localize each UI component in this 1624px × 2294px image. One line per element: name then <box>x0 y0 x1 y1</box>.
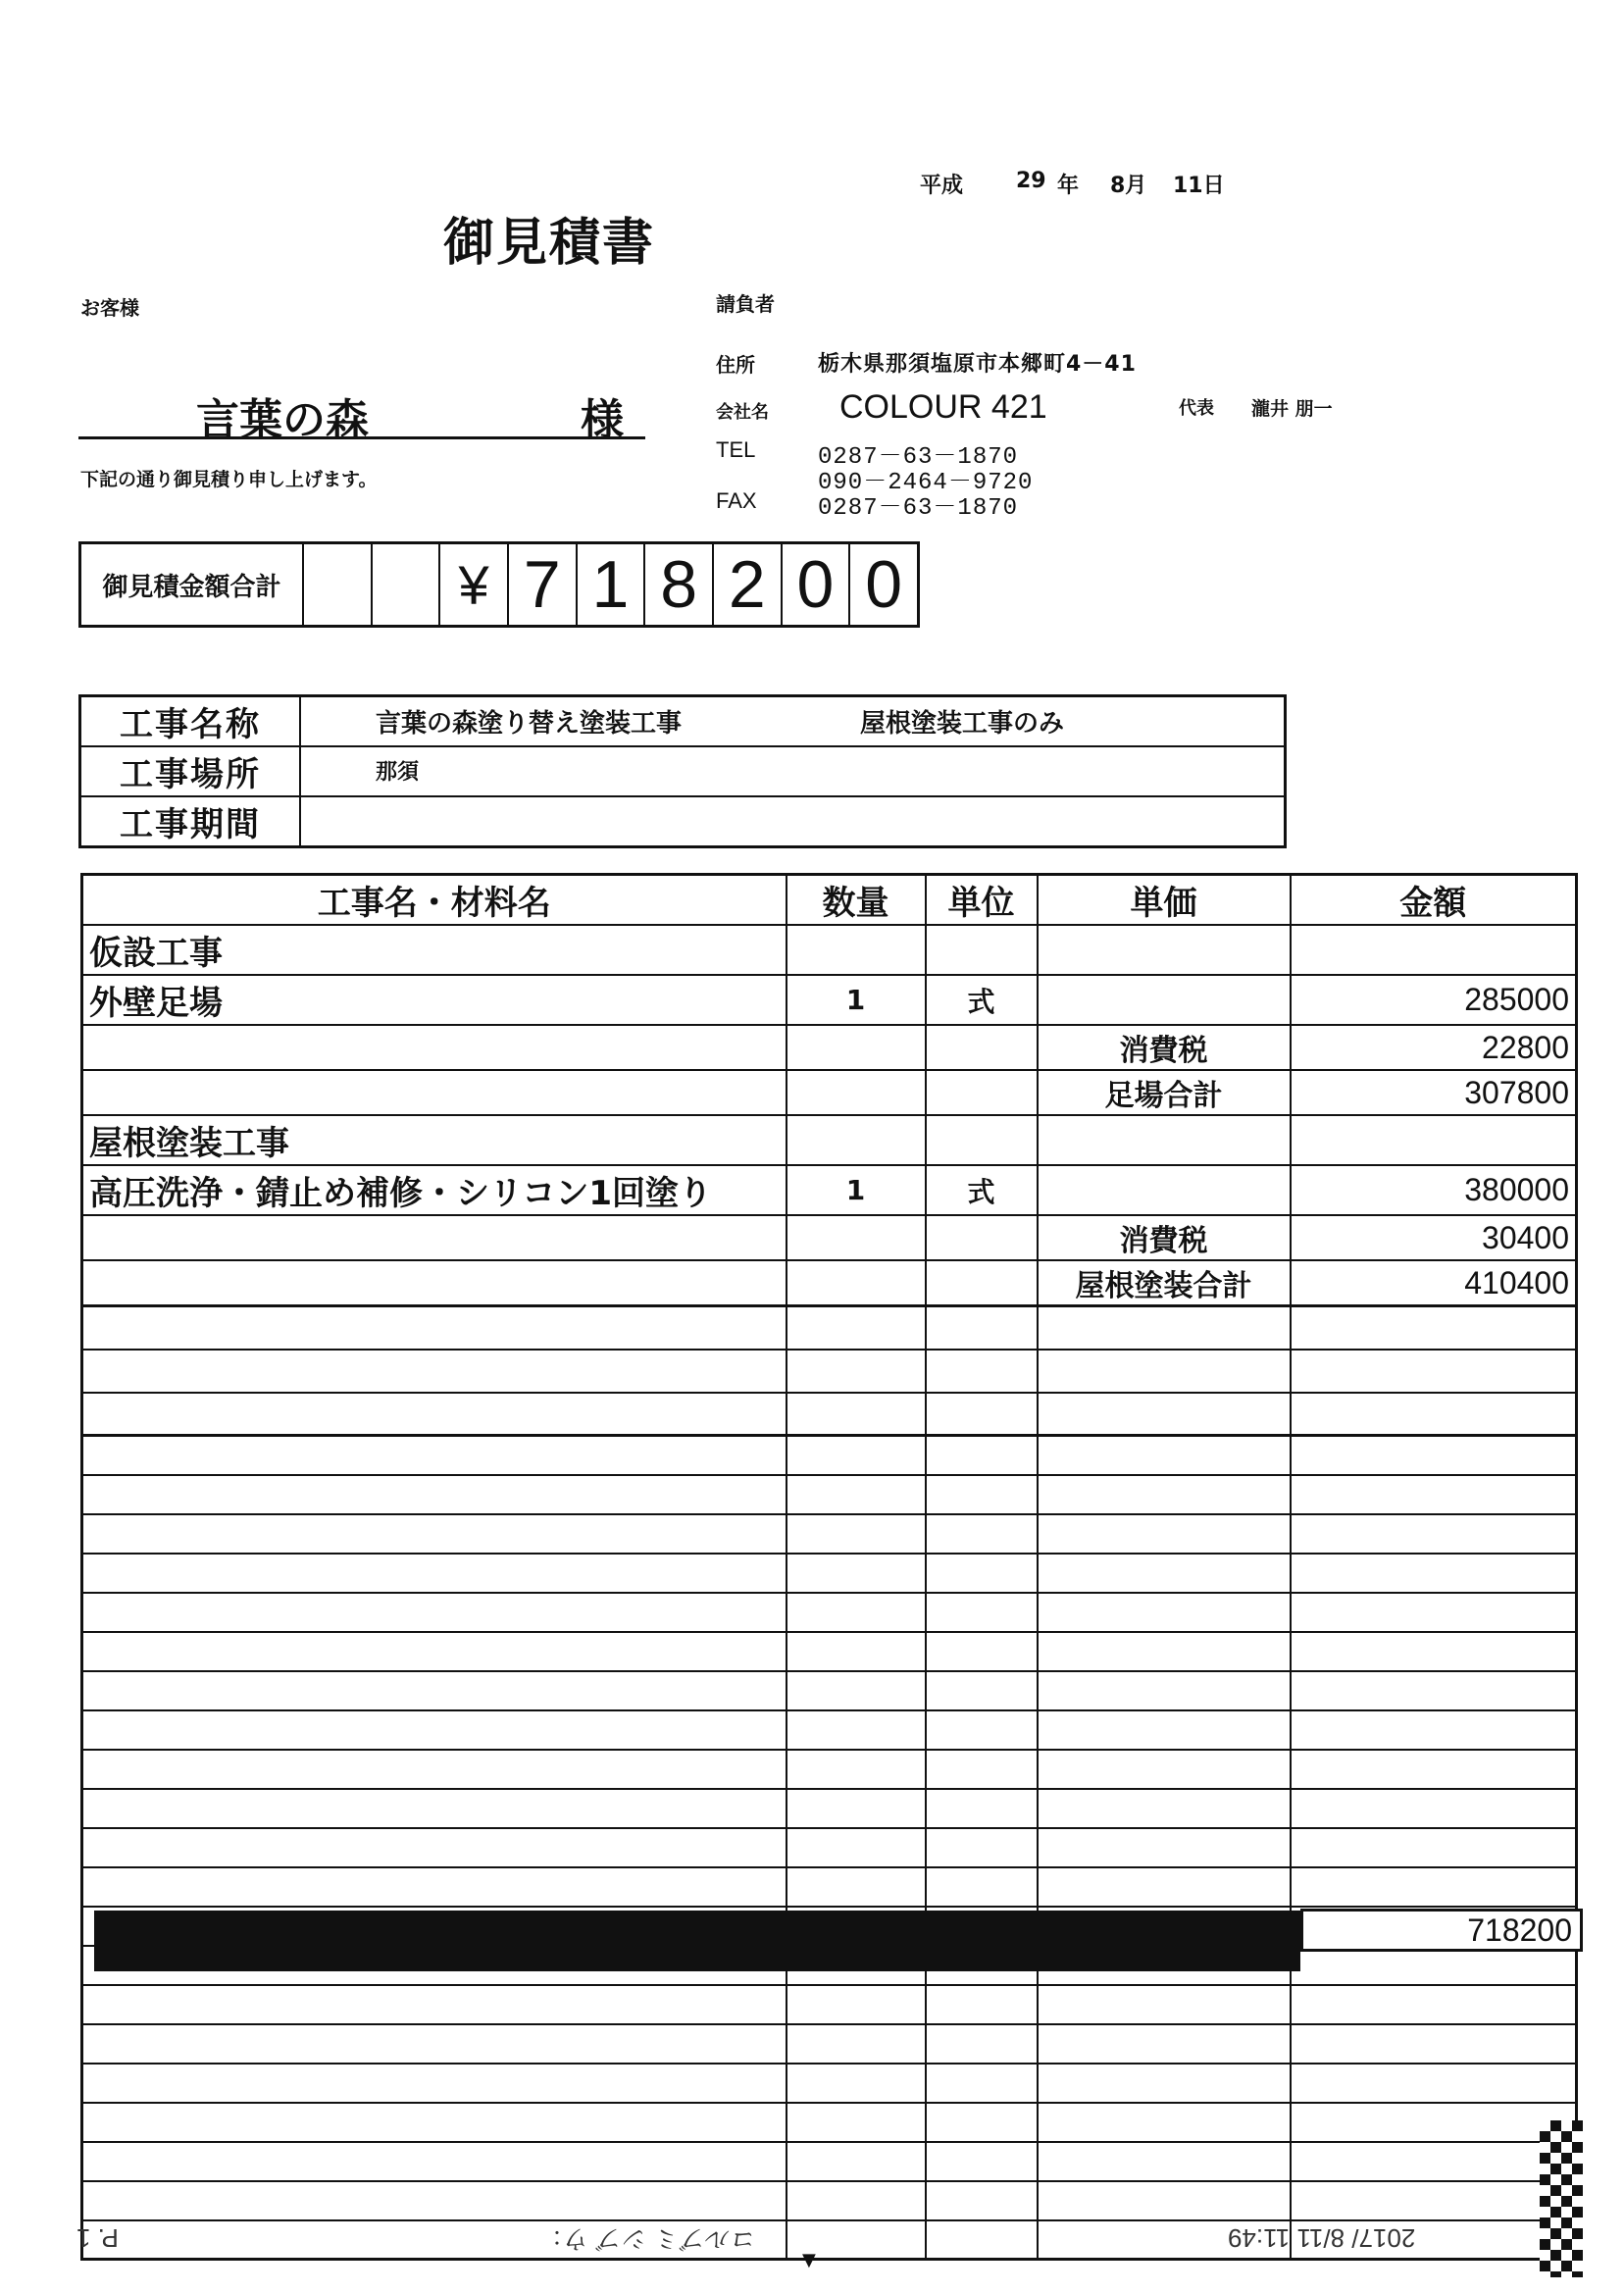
empty-cell <box>82 2024 787 2064</box>
empty-cell <box>82 1867 787 1907</box>
empty-cell <box>926 1436 1038 1475</box>
empty-cell <box>1038 1436 1291 1475</box>
empty-cell <box>1291 1632 1577 1671</box>
tel-value: 0287－63－1870 <box>818 444 1019 471</box>
project-name-cell <box>300 696 1286 747</box>
empty-cell <box>1038 2024 1291 2064</box>
date-month: 8月 <box>1110 174 1147 198</box>
representative-name: 瀧井 朋一 <box>1251 398 1333 420</box>
empty-cell <box>1038 1710 1291 1750</box>
empty-cell <box>787 1436 926 1475</box>
item-name <box>82 1215 787 1260</box>
blank-row <box>82 1750 1577 1789</box>
empty-cell <box>926 1554 1038 1593</box>
empty-cell <box>1038 1350 1291 1393</box>
empty-cell <box>1038 1306 1291 1350</box>
empty-cell <box>1038 925 1291 975</box>
empty-cell <box>1291 1828 1577 1867</box>
empty-cell <box>787 2064 926 2103</box>
project-name-value: 言葉の森塗り替え塗装工事 <box>376 709 683 739</box>
table-row <box>82 1070 1577 1115</box>
item-qty <box>787 1260 926 1306</box>
project-name-note: 屋根塗装工事のみ <box>860 709 1065 739</box>
empty-cell <box>1038 2142 1291 2181</box>
empty-cell <box>82 1750 787 1789</box>
table-row <box>82 1165 1577 1215</box>
fax-sender: コルブミ シブ ウ： <box>537 2224 756 2254</box>
empty-cell <box>82 2181 787 2220</box>
item-qty <box>787 1025 926 1070</box>
project-period-row <box>80 796 1286 847</box>
empty-cell <box>926 1985 1038 2024</box>
total-digit: 0 <box>865 547 903 622</box>
empty-cell <box>1038 1593 1291 1632</box>
section-title-row <box>82 1115 1577 1165</box>
empty-cell <box>787 2024 926 2064</box>
empty-cell <box>787 1789 926 1828</box>
item-price <box>1038 1165 1291 1215</box>
item-name <box>82 1070 787 1115</box>
grand-total: 718200 <box>1300 1909 1583 1952</box>
blank-row <box>82 2024 1577 2064</box>
empty-cell <box>787 2103 926 2142</box>
empty-cell <box>1291 925 1577 975</box>
empty-cell <box>926 1475 1038 1514</box>
customer-honorific: 様 <box>581 395 624 445</box>
customer-underline <box>78 436 645 439</box>
empty-cell <box>1291 1514 1577 1554</box>
estimate-total-box <box>78 541 920 628</box>
empty-cell <box>82 1593 787 1632</box>
item-price: 足場合計 <box>1038 1070 1291 1115</box>
total-digit <box>304 544 373 625</box>
blank-row <box>82 1632 1577 1671</box>
mobile-value: 090－2464－9720 <box>818 470 1034 496</box>
section-title: 屋根塗装工事 <box>82 1115 787 1165</box>
blank-row <box>82 2064 1577 2103</box>
empty-cell <box>82 1393 787 1436</box>
company-label: 会社名 <box>716 402 769 423</box>
empty-cell <box>1291 1867 1577 1907</box>
total-digit <box>373 544 441 625</box>
empty-cell <box>926 925 1038 975</box>
company-name: COLOUR 421 <box>839 388 1047 426</box>
item-amount: 380000 <box>1291 1165 1577 1215</box>
blank-row <box>82 1828 1577 1867</box>
blank-row <box>82 1514 1577 1554</box>
item-unit <box>926 1025 1038 1070</box>
empty-cell <box>1291 1789 1577 1828</box>
empty-cell <box>1038 1115 1291 1165</box>
empty-cell <box>82 1632 787 1671</box>
fax-label: FAX <box>716 488 757 513</box>
project-place-label: 工事場所 <box>80 746 301 796</box>
blank-row <box>82 1306 1577 1350</box>
empty-cell <box>787 1671 926 1710</box>
empty-cell <box>926 2220 1038 2260</box>
empty-cell <box>1291 2024 1577 2064</box>
total-digit: 0 <box>783 544 851 625</box>
empty-cell <box>787 1985 926 2024</box>
empty-cell <box>82 1985 787 2024</box>
blank-rows <box>82 1306 1577 2260</box>
customer-label: お客様 <box>80 296 139 320</box>
empty-cell <box>787 1710 926 1750</box>
empty-cell <box>82 1554 787 1593</box>
item-amount: 30400 <box>1291 1215 1577 1260</box>
empty-cell <box>1291 1350 1577 1393</box>
item-unit <box>926 1215 1038 1260</box>
header-item-name: 工事名・材料名 <box>82 875 787 926</box>
empty-cell <box>1291 2142 1577 2181</box>
date-era: 平成 <box>920 174 964 198</box>
item-name <box>82 1025 787 1070</box>
project-period-label: 工事期間 <box>80 796 301 847</box>
fax-value: 0287－63－1870 <box>818 495 1019 522</box>
empty-cell <box>926 2103 1038 2142</box>
empty-cell <box>926 2142 1038 2181</box>
empty-cell <box>787 1554 926 1593</box>
empty-cell <box>1291 1671 1577 1710</box>
empty-cell <box>1291 1393 1577 1436</box>
bottom-bar <box>94 1911 1300 1971</box>
empty-cell <box>82 1350 787 1393</box>
empty-cell <box>787 2181 926 2220</box>
empty-cell <box>926 1593 1038 1632</box>
empty-cell <box>926 1710 1038 1750</box>
item-amount: 410400 <box>1291 1260 1577 1306</box>
blank-row <box>82 1985 1577 2024</box>
item-qty: 1 <box>787 975 926 1025</box>
empty-cell <box>787 1828 926 1867</box>
blank-row <box>82 1350 1577 1393</box>
item-unit <box>926 1070 1038 1115</box>
blank-row <box>82 1393 1577 1436</box>
section-title: 仮設工事 <box>82 925 787 975</box>
item-amount: 22800 <box>1291 1025 1577 1070</box>
project-place-cell <box>300 746 1286 796</box>
empty-cell <box>787 1632 926 1671</box>
fax-page-number: P. 1 <box>76 2223 119 2253</box>
down-arrow-icon: ▼ <box>802 2250 816 2270</box>
empty-cell <box>1038 1514 1291 1554</box>
header-amount: 金額 <box>1291 875 1577 926</box>
project-info-table <box>78 694 1287 848</box>
empty-cell <box>1291 2103 1577 2142</box>
empty-cell <box>1291 1554 1577 1593</box>
empty-cell <box>926 1867 1038 1907</box>
document-title: 御見積書 <box>443 214 656 273</box>
empty-cell <box>1291 2064 1577 2103</box>
empty-cell <box>1038 2064 1291 2103</box>
empty-cell <box>1291 1710 1577 1750</box>
blank-row <box>82 1789 1577 1828</box>
empty-cell <box>1038 1475 1291 1514</box>
empty-cell <box>787 1393 926 1436</box>
section-title-row <box>82 925 1577 975</box>
empty-cell <box>926 2024 1038 2064</box>
empty-cell <box>82 1710 787 1750</box>
estimate-items-table <box>80 873 1578 2261</box>
empty-cell <box>82 1306 787 1350</box>
blank-row <box>82 1475 1577 1514</box>
blank-row <box>82 1554 1577 1593</box>
project-place-value: 那須 <box>376 760 420 785</box>
empty-cell <box>1038 1789 1291 1828</box>
contractor-label: 請負者 <box>716 292 775 316</box>
representative-label: 代表 <box>1179 398 1214 419</box>
blank-row <box>82 1671 1577 1710</box>
item-name: 高圧洗浄・錆止め補修・シリコン1回塗り <box>82 1165 787 1215</box>
empty-cell <box>82 1436 787 1475</box>
empty-cell <box>926 1632 1038 1671</box>
empty-cell <box>1038 1393 1291 1436</box>
empty-cell <box>1291 1115 1577 1165</box>
blank-row <box>82 2142 1577 2181</box>
estimate-total-label: 御見積金額合計 <box>81 544 304 625</box>
fax-checker-mark <box>1540 2120 1583 2277</box>
empty-cell <box>82 2064 787 2103</box>
empty-cell <box>926 1789 1038 1828</box>
item-amount: 307800 <box>1291 1070 1577 1115</box>
empty-cell <box>926 2064 1038 2103</box>
empty-cell <box>787 1475 926 1514</box>
empty-cell <box>926 1750 1038 1789</box>
empty-cell <box>1038 1554 1291 1593</box>
empty-cell <box>787 925 926 975</box>
empty-cell <box>787 1350 926 1393</box>
item-unit <box>926 1260 1038 1306</box>
table-row <box>82 1260 1577 1306</box>
empty-cell <box>1291 1750 1577 1789</box>
table-header-row <box>82 875 1577 926</box>
item-unit: 式 <box>926 975 1038 1025</box>
project-name-label: 工事名称 <box>80 696 301 747</box>
empty-cell <box>926 1671 1038 1710</box>
empty-cell <box>926 1350 1038 1393</box>
empty-cell <box>926 2181 1038 2220</box>
empty-cell <box>1038 2181 1291 2220</box>
header-unit-price: 単価 <box>1038 875 1291 926</box>
tel-label: TEL <box>716 437 756 462</box>
empty-cell <box>82 2103 787 2142</box>
table-row <box>82 1025 1577 1070</box>
empty-cell <box>926 1115 1038 1165</box>
empty-cell <box>82 2142 787 2181</box>
empty-cell <box>1291 1985 1577 2024</box>
empty-cell <box>82 1828 787 1867</box>
blank-row <box>82 1710 1577 1750</box>
blank-row <box>82 2103 1577 2142</box>
item-price <box>1038 975 1291 1025</box>
empty-cell <box>787 1306 926 1350</box>
item-unit: 式 <box>926 1165 1038 1215</box>
project-period-value <box>300 796 1286 847</box>
address-value: 栃木県那須塩原市本郷町4－41 <box>818 352 1137 377</box>
item-name: 外壁足場 <box>82 975 787 1025</box>
empty-cell <box>82 1475 787 1514</box>
empty-cell <box>1038 1750 1291 1789</box>
blank-row <box>82 2181 1577 2220</box>
total-currency: ¥ <box>440 544 509 625</box>
date-year: 29 <box>1016 169 1046 193</box>
total-digit: 2 <box>714 544 783 625</box>
fax-timestamp: 2017/ 8/11 11:49 <box>1228 2223 1416 2253</box>
empty-cell <box>787 1115 926 1165</box>
empty-cell <box>1291 1593 1577 1632</box>
item-name <box>82 1260 787 1306</box>
empty-cell <box>1291 2181 1577 2220</box>
date-day: 11日 <box>1173 174 1225 198</box>
item-amount: 285000 <box>1291 975 1577 1025</box>
empty-cell <box>1038 1828 1291 1867</box>
item-qty <box>787 1070 926 1115</box>
empty-cell <box>926 1306 1038 1350</box>
total-digit: 8 <box>645 544 714 625</box>
empty-cell <box>1291 1436 1577 1475</box>
header-quantity: 数量 <box>787 875 926 926</box>
item-price: 屋根塗装合計 <box>1038 1260 1291 1306</box>
item-price: 消費税 <box>1038 1215 1291 1260</box>
empty-cell <box>1038 1985 1291 2024</box>
project-name-row <box>80 696 1286 747</box>
blank-row <box>82 1867 1577 1907</box>
empty-cell <box>82 1789 787 1828</box>
item-price: 消費税 <box>1038 1025 1291 1070</box>
table-row <box>82 975 1577 1025</box>
empty-cell <box>926 1514 1038 1554</box>
empty-cell <box>926 1828 1038 1867</box>
empty-cell <box>82 1514 787 1554</box>
empty-cell <box>787 1867 926 1907</box>
blank-row <box>82 1436 1577 1475</box>
empty-cell <box>787 1593 926 1632</box>
empty-cell <box>1038 1632 1291 1671</box>
empty-cell <box>926 1393 1038 1436</box>
empty-cell <box>1291 1475 1577 1514</box>
table-row <box>82 1215 1577 1260</box>
item-qty: 1 <box>787 1165 926 1215</box>
address-label: 住所 <box>716 353 755 377</box>
customer-name: 言葉の森 <box>196 395 369 445</box>
empty-cell <box>1038 1867 1291 1907</box>
empty-cell <box>1038 1671 1291 1710</box>
empty-cell <box>787 1750 926 1789</box>
date-year-unit: 年 <box>1057 174 1080 198</box>
project-place-row <box>80 746 1286 796</box>
empty-cell <box>787 2142 926 2181</box>
item-qty <box>787 1215 926 1260</box>
header-unit: 単位 <box>926 875 1038 926</box>
empty-cell <box>1291 1306 1577 1350</box>
blank-row <box>82 1593 1577 1632</box>
estimate-note: 下記の通り御見積り申し上げます。 <box>80 469 378 490</box>
empty-cell <box>1038 2103 1291 2142</box>
total-digit: 1 <box>578 544 646 625</box>
empty-cell <box>82 1671 787 1710</box>
total-digit: 7 <box>509 544 578 625</box>
empty-cell <box>787 1514 926 1554</box>
